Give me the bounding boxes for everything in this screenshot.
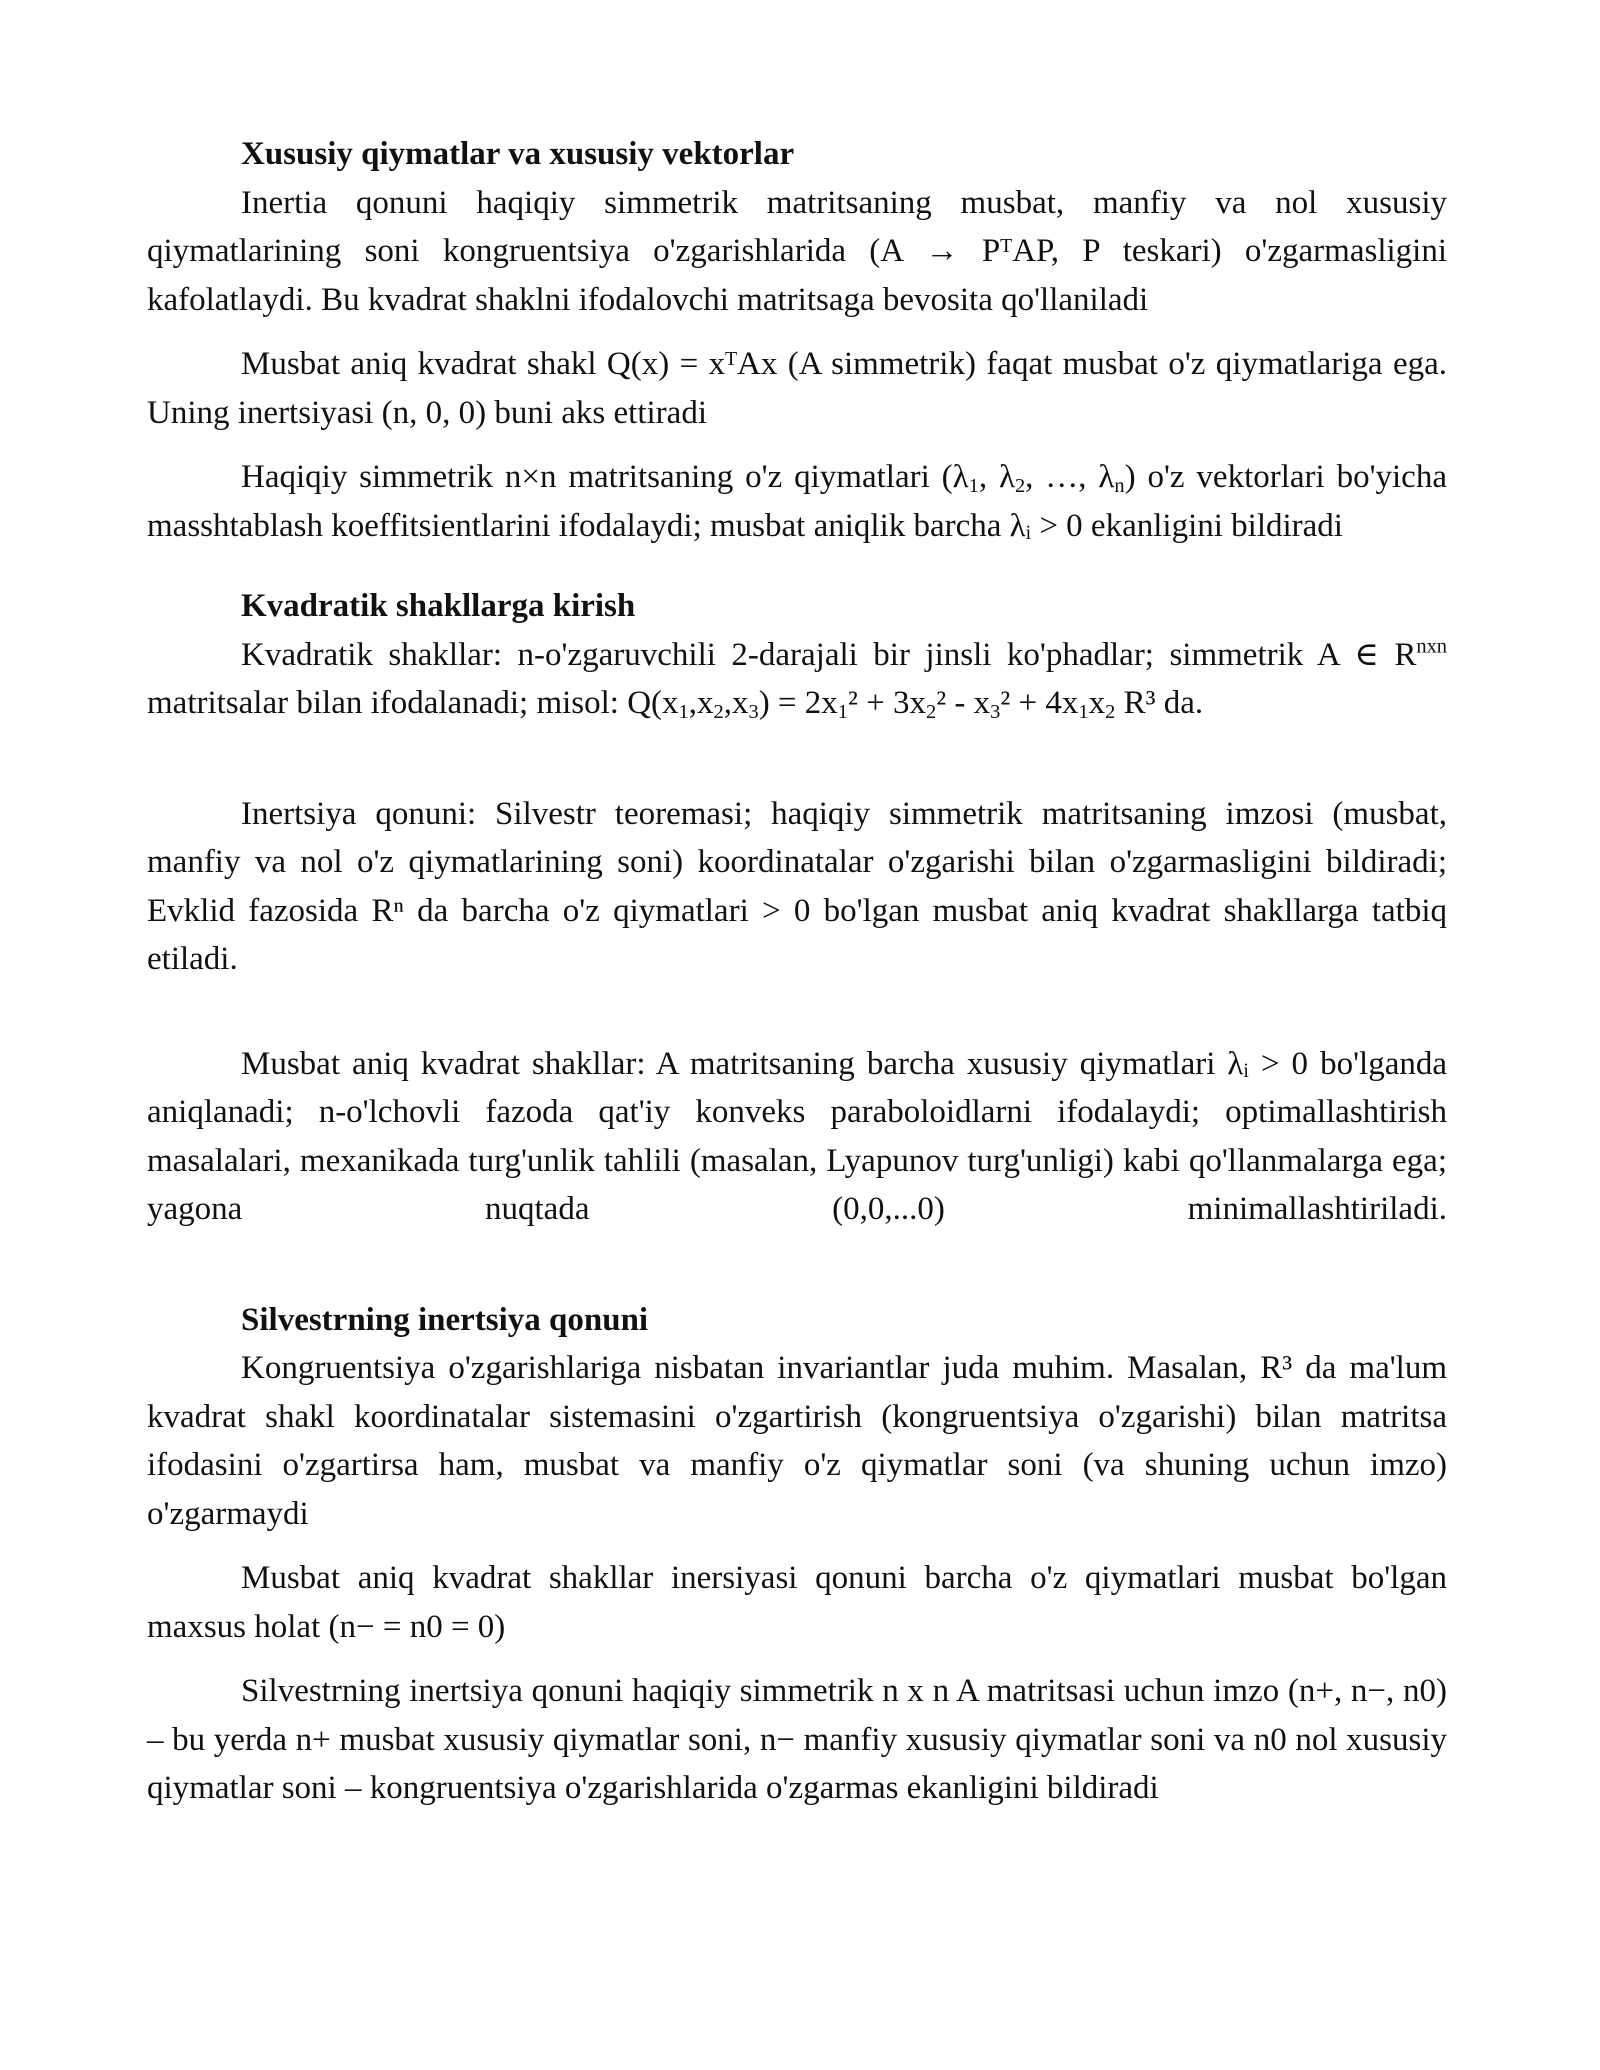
paragraph: Silvestrning inertsiya qonuni haqiqiy simmetrik n x n A matritsasi uchun imzo (n+, n−, n0) – bu yerda n+ musbat xususiy qiymatlar soni, n− manfiy xususiy qiymatlar soni va n0 nol xususiy qiymatlar soni – kongruentsiya o'zgarishlarida o'zgarmas ekanligini bildiradi <box>147 1673 1447 1806</box>
paragraph: Kongruentsiya o'zgarishlariga nisbatan invariantlar juda muhim. Masalan, R³ da ma'lum kvadrat shakl koordinatalar sistemasini o'zgartirish (kongruentsiya o'zgarishi) bilan matritsa ifodasini o'zgartirsa ham, musbat va manfiy o'z qiymatlar soni (va shuning uchun imzo) o'zgarmaydi <box>147 1350 1447 1532</box>
section-sylvester-law <box>147 1296 1447 1813</box>
section-heading: Silvestrning inertsiya qonuni <box>241 1301 649 1338</box>
paragraph: Musbat aniq kvadrat shakllar inersiyasi qonuni barcha o'z qiymatlari musbat bo'lgan maxsus holat (n− = n0 = 0) <box>147 1560 1447 1645</box>
paragraph: Inertsiya qonuni: Silvestr teoremasi; haqiqiy simmetrik matritsaning imzosi (musbat, manfiy va nol o'z qiymatlarining soni) koordinatalar o'zgarishi bilan o'zgarmasligini bildiradi; Evklid fazosida Rⁿ da barcha o'z qiymatlari > 0 bo'lgan musbat aniq kvadrat shakllarga tatbiq etiladi. <box>147 795 1447 977</box>
paragraph: Inertia qonuni haqiqiy simmetrik matritsaning musbat, manfiy va nol xususiy qiymatlarining soni kongruentsiya o'zgarishlarida (A → PᵀAP, P teskari) o'zgarmasligini kafolatlaydi. Bu kvadrat shaklni ifodalovchi matritsaga bevosita qo'llaniladi <box>147 184 1447 318</box>
paragraph: Haqiqiy simmetrik n×n matritsaning o'z qiymatlari ($\lambda_1$, $\lambda_2$, …, $\lambda_n$) o'z vektorlari bo'yicha masshtablash koeffitsientlarini ifodalaydi; musbat aniqlik barcha λᵢ > 0 ekanligini bildiradi <box>147 459 1447 544</box>
paragraph: Musbat aniq kvadrat shakl Q(x) = xᵀAx (A simmetrik) faqat musbat o'z qiymatlariga ega. Uning inertsiyasi (n, 0, 0) buni aks ettiradi <box>147 346 1447 431</box>
section-heading: Xususiy qiymatlar va xususiy vektorlar <box>241 136 795 172</box>
paragraph-with-formula: Kvadratik shakllar: n-o'zgaruvchili 2-darajali bir jinsli ko'phadlar; simmetrik A ∈ $R^{nxn}$ matritsalar bilan ifodalanadi; misol: $Q(x_1,x_2,x_3) = 2x_1^2 + 3x_2^2 - x_3^2 + 4x_1x_2$ R³ da. <box>147 635 1447 724</box>
section-eigenvalues <box>147 130 1447 550</box>
section-quadratic-forms <box>147 582 1447 1234</box>
paragraph: Musbat aniq kvadrat shakllar: A matritsaning barcha xususiy qiymatlari λᵢ > 0 bo'lganda aniqlanadi; n-o'lchovli fazoda qat'iy konveks paraboloidlarni ifodalaydi; optimallashtirish masalalari, mexanikada turg'unlik tahlili (masalan, Lyapunov turg'unligi) kabi qo'llanmalarga ega; yagona nuqtada (0,0,...0) minimallashtiriladi. <box>147 1045 1447 1227</box>
section-heading: Kvadratik shakllarga kirish <box>241 588 636 624</box>
document-page <box>147 130 1447 1813</box>
